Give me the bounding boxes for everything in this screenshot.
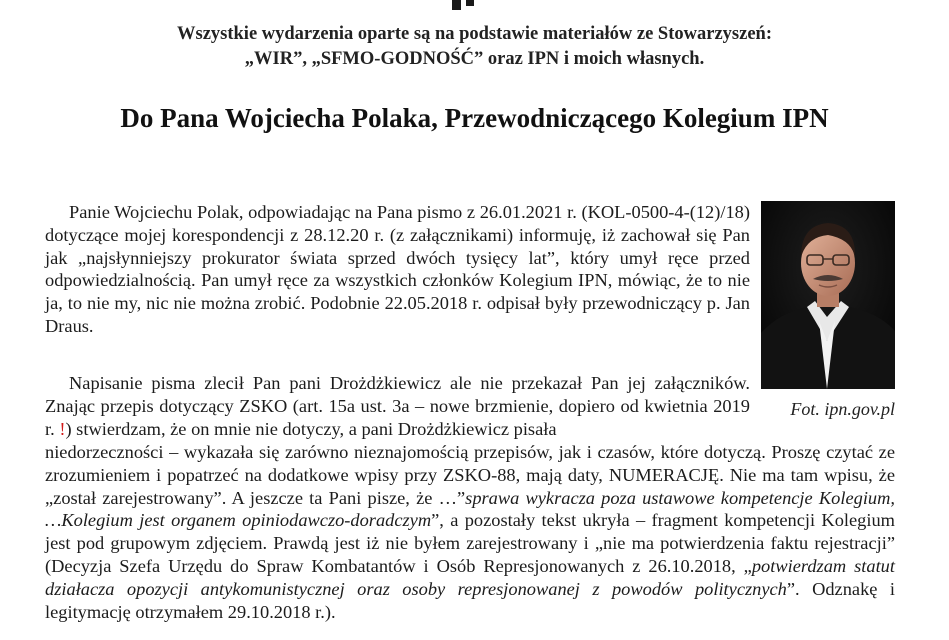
portrait-illustration	[761, 201, 895, 389]
paragraph-2	[45, 372, 750, 440]
paragraph-3	[45, 441, 895, 623]
cut-off-heading-fragment	[0, 0, 949, 16]
exclamation-mark: !	[59, 418, 66, 439]
paragraph-3-text-c: ”, a pozostały tekst ukryła – fragment kompetencji Kolegium jest pod grupowym zdjęciem. Prawdą jest iż nie byłem zarejestrowany i „nie ma potwierdzenia faktu rejestracji” (Decyzja Szefa Urzędu do Spraw Kombatantów i Osób Represjonowanych z 26.10.2018, „	[45, 510, 895, 576]
paragraph-2-text-end: ) stwierdzam, że on mnie nie dotyczy, a pani Drożdżkiewicz pisała	[65, 418, 557, 439]
paragraph-3-text-a: niedorzeczności – wykazała się zarówno nieznajomością przepisów, jak i czasów, które dotyczą. Proszę czytać ze zrozumieniem i popatrzeć na dodatkowe wpisy przy ZSKO-88, mają daty, NUMERACJĘ. Nie ma tam wpisu, że „został zarejestrowany”. A jeszcze ta Pani pisze, że …”	[45, 442, 895, 508]
photo-caption: Fot. ipn.gov.pl	[790, 399, 895, 419]
quoted-decision-text: potwierdzam statut działacza opozycji antykomunistycznej oraz osoby represjonowanej z powodów politycznych	[45, 555, 895, 599]
heading-fragment-shape	[0, 0, 949, 16]
source-note	[0, 22, 949, 72]
paragraph-2-text: Napisanie pisma zlecił Pan pani Drożdżkiewicz ale nie przekazał Pan jej załączników. Znając przepis dotyczący ZSKO (art. 15a ust. 3a – nowe brzmienie, dopiero od kwietnia 2019 r.	[45, 373, 750, 439]
letter-title: Do Pana Wojciecha Polaka, Przewodniczącego Kolegium IPN	[120, 103, 829, 133]
paragraph-1: Panie Wojciechu Polak, odpowiadając na Pana pismo z 26.01.2021 r. (KOL-0500-4-(12)/18) dotyczące mojej korespondencji z 28.12.20 r. (z załącznikami) informuję, iż zachował się Pan jak „najsłynniejszy prokurator świata sprzed dwóch tysięcy lat”, który umył ręce przed odpowiedzialnością. Pan umył ręce za wszystkich członków Kolegium IPN, mówiąc, że to nie ja, to nie my, nic nie można zrobić. Podobnie 22.05.2018 r. odpisał były przewodniczący p. Jan Draus.	[45, 202, 750, 336]
source-note-line1: Wszystkie wydarzenia oparte są na podstawie materiałów ze Stowarzyszeń:	[177, 24, 772, 44]
paragraph-3-text-e: ”. Odznakę i legitymację otrzymałem 29.10.2018 r.).	[45, 578, 895, 622]
quoted-kolegium-text: sprawa wykracza poza ustawowe kompetencje Kolegium, …Kolegium jest organem opiniodawczo-doradczym	[45, 487, 895, 531]
source-note-line2: „WIR”, „SFMO-GODNOŚĆ” oraz IPN i moich własnych.	[244, 49, 705, 69]
portrait-photo	[761, 201, 895, 389]
